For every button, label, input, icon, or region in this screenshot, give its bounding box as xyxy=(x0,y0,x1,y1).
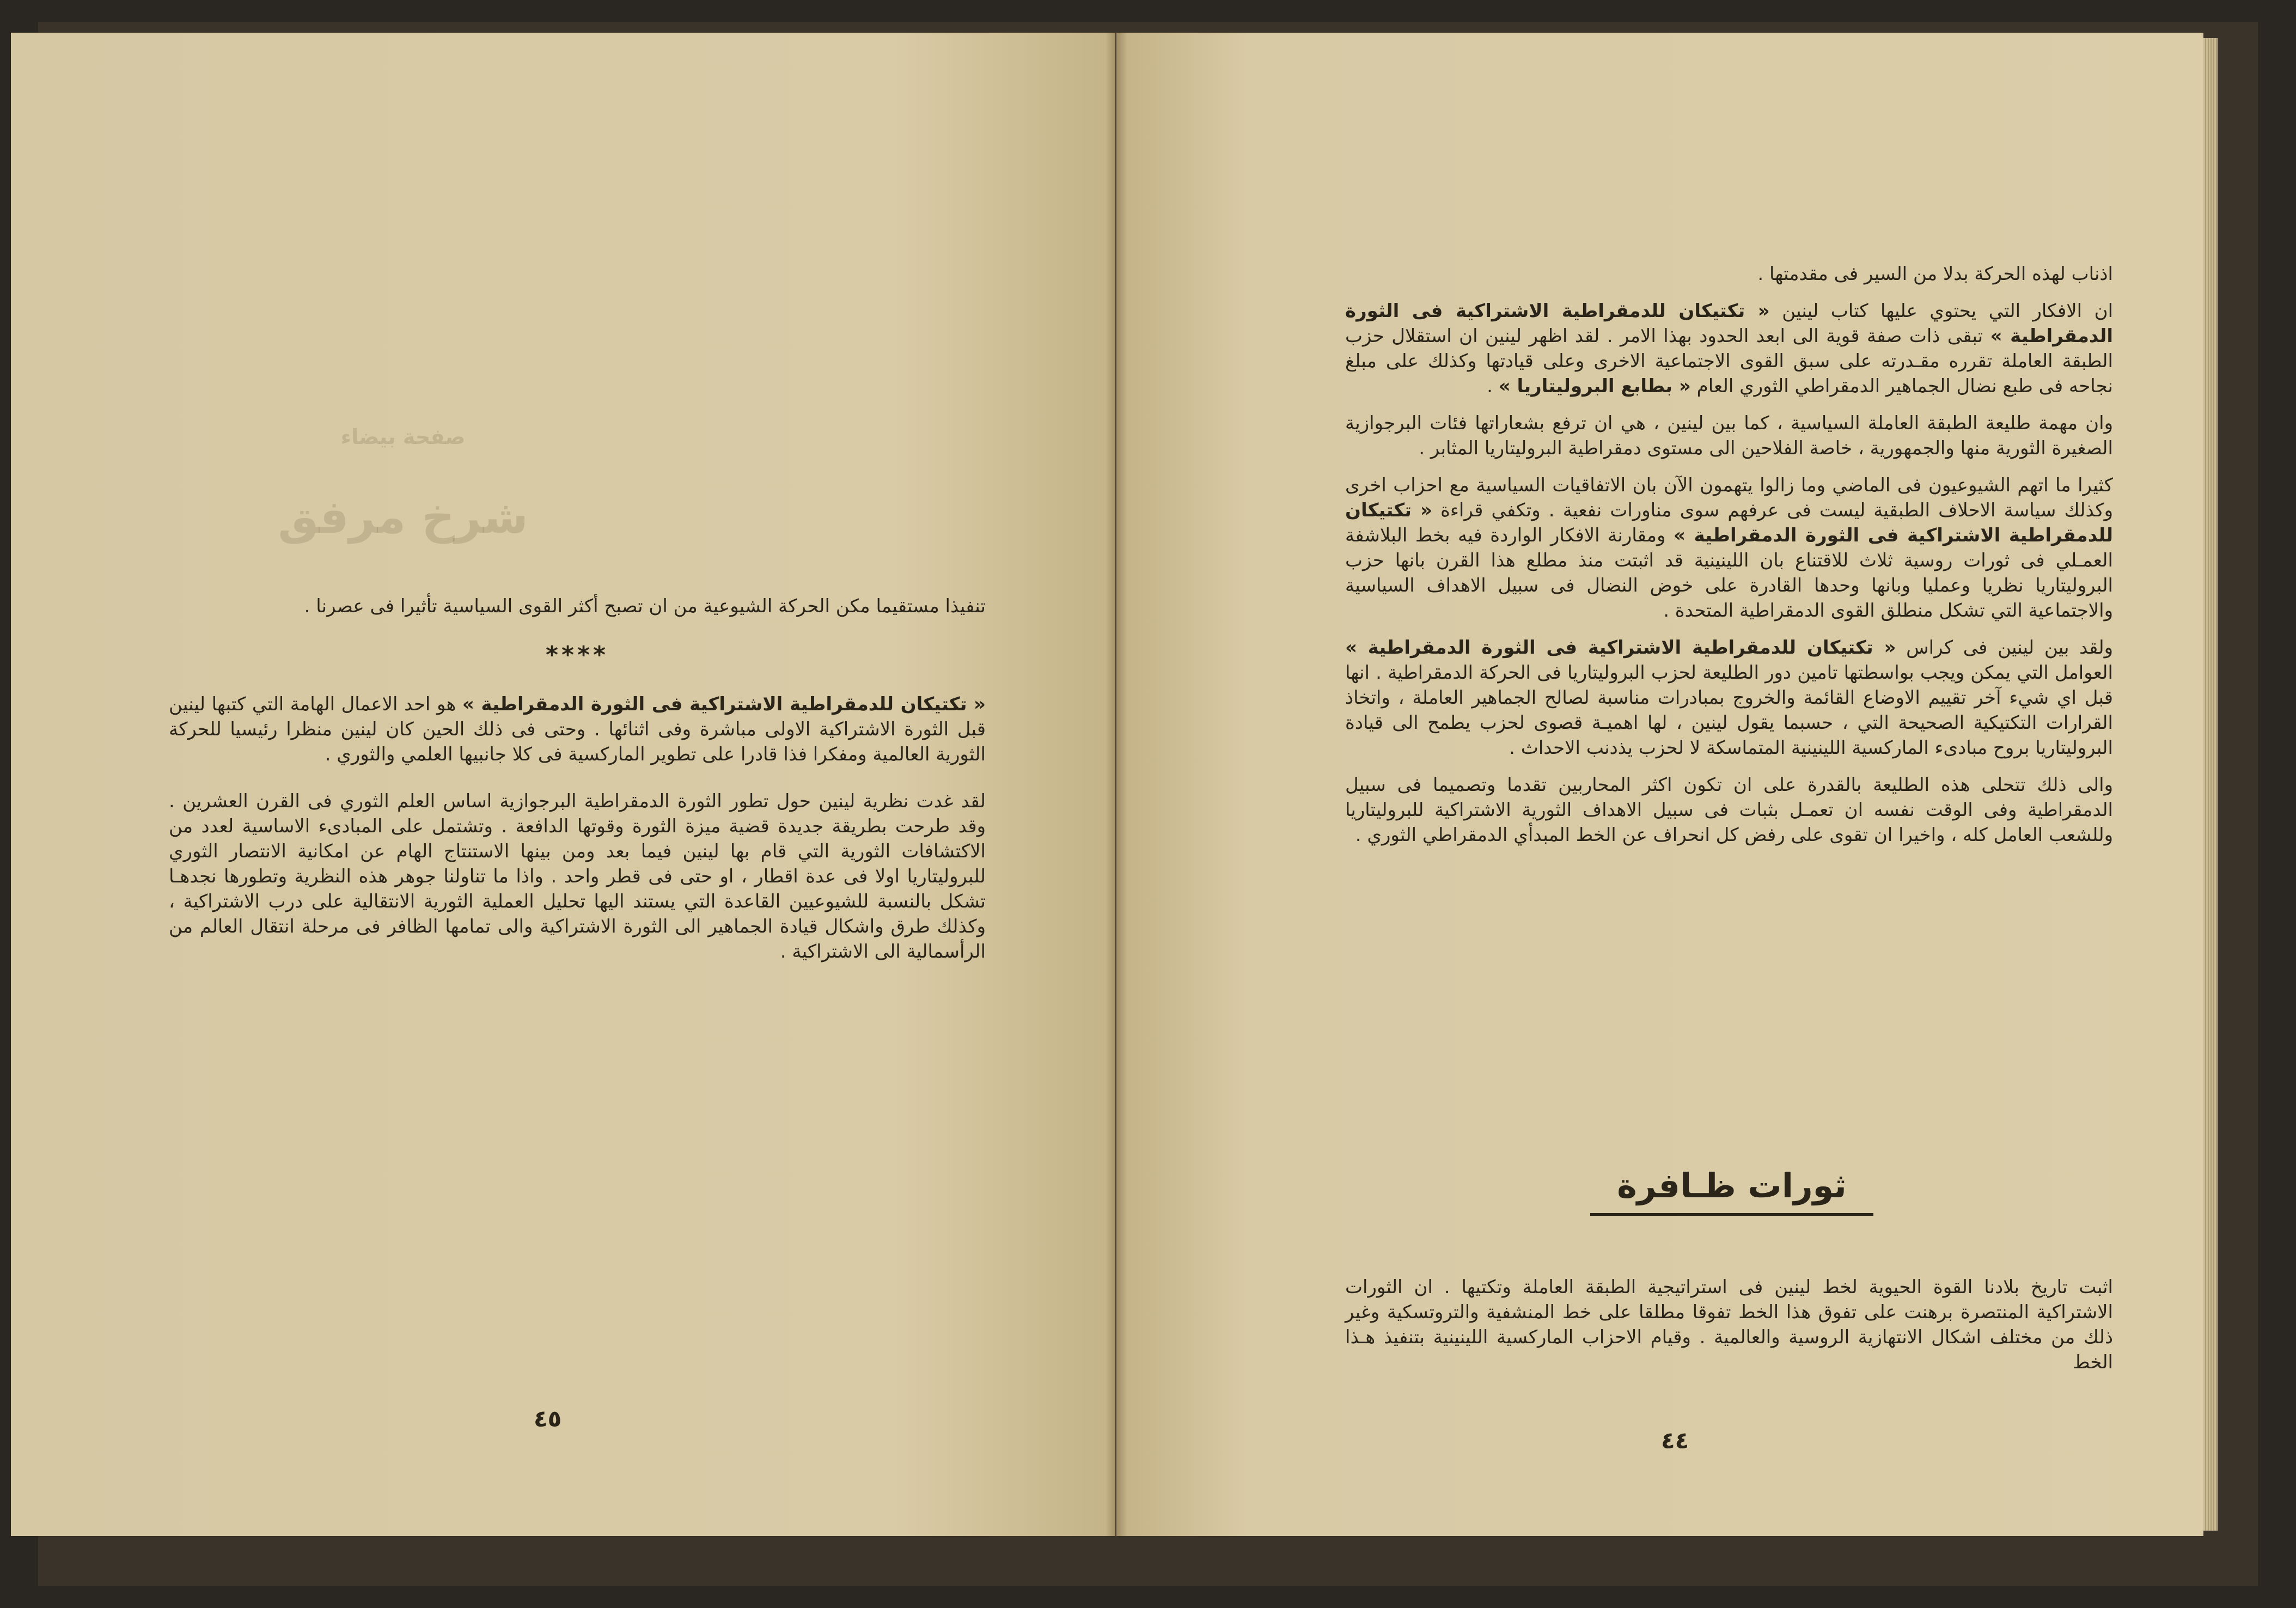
paragraph-ideas xyxy=(1345,299,2113,399)
book-title-bold: « تكتيكان للدمقراطية الاشتراكية فى الثورة الدمقراطية » xyxy=(1345,500,2114,546)
paragraph-factors xyxy=(1345,635,2113,760)
paragraph-ideas-mid: تبقى ذات صفة قوية الى ابعد الحدود بهذا الامر . لقد اظهر لينين ان استقلال حزب الطبقة العاملة تقرره مقـدرته على سبق القوى الاجتماعية الاخرى وعلى قيادتها وكذلك على مبلغ نجاحه فى طبع نضال الجماهير الدمقراطي الثوري العام xyxy=(1345,325,2113,397)
paragraph-accusations xyxy=(1345,473,2113,623)
book-gutter xyxy=(1106,33,1127,1536)
paragraph-accusations-start: كثيرا ما اتهم الشيوعيون فى الماضي وما زالوا يتهمون الآن بان الاتفاقيات السياسية مع احزاب اخرى وكذلك سياسة الاحلاف الطبقية ليست فى عرفهم سوى مناورات نفعية . وتكفي قراءة xyxy=(1345,474,2113,521)
book-title-bold: « تكتيكان للدمقراطية الاشتراكية فى الثورة الدمقراطية » xyxy=(1345,300,2113,347)
paragraph-tactics xyxy=(169,692,986,767)
book-title-bold: « تكتيكان للدمقراطية الاشتراكية فى الثورة الدمقراطية » xyxy=(462,693,986,715)
paragraph-theory: لقد غدت نظرية لينين حول تطور الثورة الدمقراطية البرجوازية اساس العلم الثوري فى القرن العشرين . وقد طرحت بطريقة جديدة قضية ميزة الثورة وقوتها الدافعة . وتشتمل على المبادىء الاساسية لعدد من الاكتشافات الثورية التي قام بها لينين فيما بعد ومن بينها الاستنتاج الهام عن امكانية الانتصار الثوري للبروليتاريا اولا فى عدة اقطار ، او حتى فى قطر واحد . واذا ما تناولنا جوهر هذه النظرية وتطورها نجدهـا تشكل بالنسبة للشيوعيين القاعدة التي يستند اليها تحليل العملية الثورية الانتقالية على درب الاشتراكية ، وكذلك طرق واشكال قيادة الجماهير الى الثورة الاشتراكية والى تمامها الظافر فى مرحلة انتقال العالم من الرأسمالية الى الاشتراكية . xyxy=(169,790,986,963)
paragraph-ideas-start: ان الافكار التي يحتوي عليها كتاب لينين xyxy=(1782,300,2114,322)
intro-paragraph: تنفيذا مستقيما مكن الحركة الشيوعية من ان تصبح أكثر القوى السياسية تأثيرا فى عصرنا . xyxy=(304,595,986,617)
paragraph-tactics-text: هو احد الاعمال الهامة التي كتبها لينين قبل الثورة الاشتراكية الاولى مباشرة وفى اثنائها . وحتى فى ذلك الحين كان لينين منظرا رئيسيا للحركة الثورية العالمية ومفكرا فذا قادرا على تطوير الماركسية فى كلا جانبيها العلمي والثوري . xyxy=(169,693,986,765)
page-edges xyxy=(2203,38,2218,1531)
right-page xyxy=(1116,33,2203,1536)
left-page-text xyxy=(169,594,986,976)
right-page-text xyxy=(1345,261,2113,860)
faded-heading-large: شرخ مرفق xyxy=(278,490,528,544)
paragraph-accusations-end: ومقارنة الافكار الواردة فيه بخط البلاشفة العمـلي فى ثورات روسية ثلاث للاقتناع بان اللينينية قد اثبتت منذ مطلع هذا القرن بانها حزب البروليتاريا نظريا وعمليا وبانها وحدها القادرة على خوض النضال فى سبيل الاهداف السياسية والاجتماعية التي تشكل منطلق القوى الدمقراطية المتحدة . xyxy=(1345,525,2113,622)
paragraph-victorious: اثبت تاريخ بلادنا القوة الحيوية لخط لينين فى استراتيجية الطبقة العاملة وتكتيها . ان الثورات الاشتراكية المنتصرة برهنت على تفوق هذا الخط تفوقا مطلقا على خط المنشفية والتروتسكية وغير ذلك من مختلف اشكال الانتهازية الروسية والعالمية . وقيام الاحزاب الماركسية اللينينية بتنفيذ هـذا الخط xyxy=(1345,1276,2113,1373)
right-page-final-text xyxy=(1345,1275,2113,1387)
section-separator: **** xyxy=(545,641,609,669)
paragraph-vanguard: وان مهمة طليعة الطبقة العاملة السياسية ، كما بين لينين ، هي ان ترفع بشعاراتها فئات البرجوازية الصغيرة الثورية منها والجمهورية ، خاصة الفلاحين الى مستوى دمقراطية البروليتاريا المثابر . xyxy=(1345,412,2113,459)
left-page xyxy=(11,33,1115,1536)
page-number-right: ٤٤ xyxy=(1661,1427,1689,1454)
proletariat-stamp-bold: « بطابع البروليتاريا » xyxy=(1498,375,1691,397)
paragraph-ideas-end: . xyxy=(1487,375,1493,397)
page-number-left: ٤٥ xyxy=(534,1405,562,1432)
paragraph-vanguard-qualities: والى ذلك تتحلى هذه الطليعة بالقدرة على ان تكون اكثر المحاربين تقدما وتصميما فى سبيل الدمقراطية وفى الوقت نفسه ان تعمـل بثبات فى سبيل الاهداف الثورية الاشتراكية للبروليتاريا وللشعب العامل كله ، واخيرا ان تقوى على رفض كل انحراف عن الخط المبدأي الدمقراطي الثوري . xyxy=(1345,774,2113,846)
paragraph-intro: اذناب لهذه الحركة بدلا من السير فى مقدمتها . xyxy=(1757,263,2113,285)
paragraph-factors-end: العوامل التي يمكن ويجب بواسطتها تامين دور الطليعة لحزب البروليتاريا فى الحركة الدمقراطية . انها قبل اي شيء آخر تقييم الاوضاع القائمة والخروج بمبادرات مناسبة لصالح الجماهير العاملة ، واتخاذ القرارات التكتيكية الصحيحة التي ، حسبما يقول لينين ، لها اهميـة قصوى لحزب يطمح الى قيادة البروليتاريا بروح مبادىء الماركسية اللينينية المتماسكة لا لحزب يذدنب الاحداث . xyxy=(1345,662,2113,759)
faded-heading-small: صفحة بيضاء xyxy=(340,425,466,449)
section-title: ثورات ظـافرة xyxy=(1590,1166,1873,1216)
paragraph-factors-start: ولقد بين لينين فى كراس xyxy=(1906,637,2114,659)
book-title-bold: « تكتيكان للدمقراطية الاشتراكية فى الثورة الدمقراطية » xyxy=(1345,637,1896,659)
